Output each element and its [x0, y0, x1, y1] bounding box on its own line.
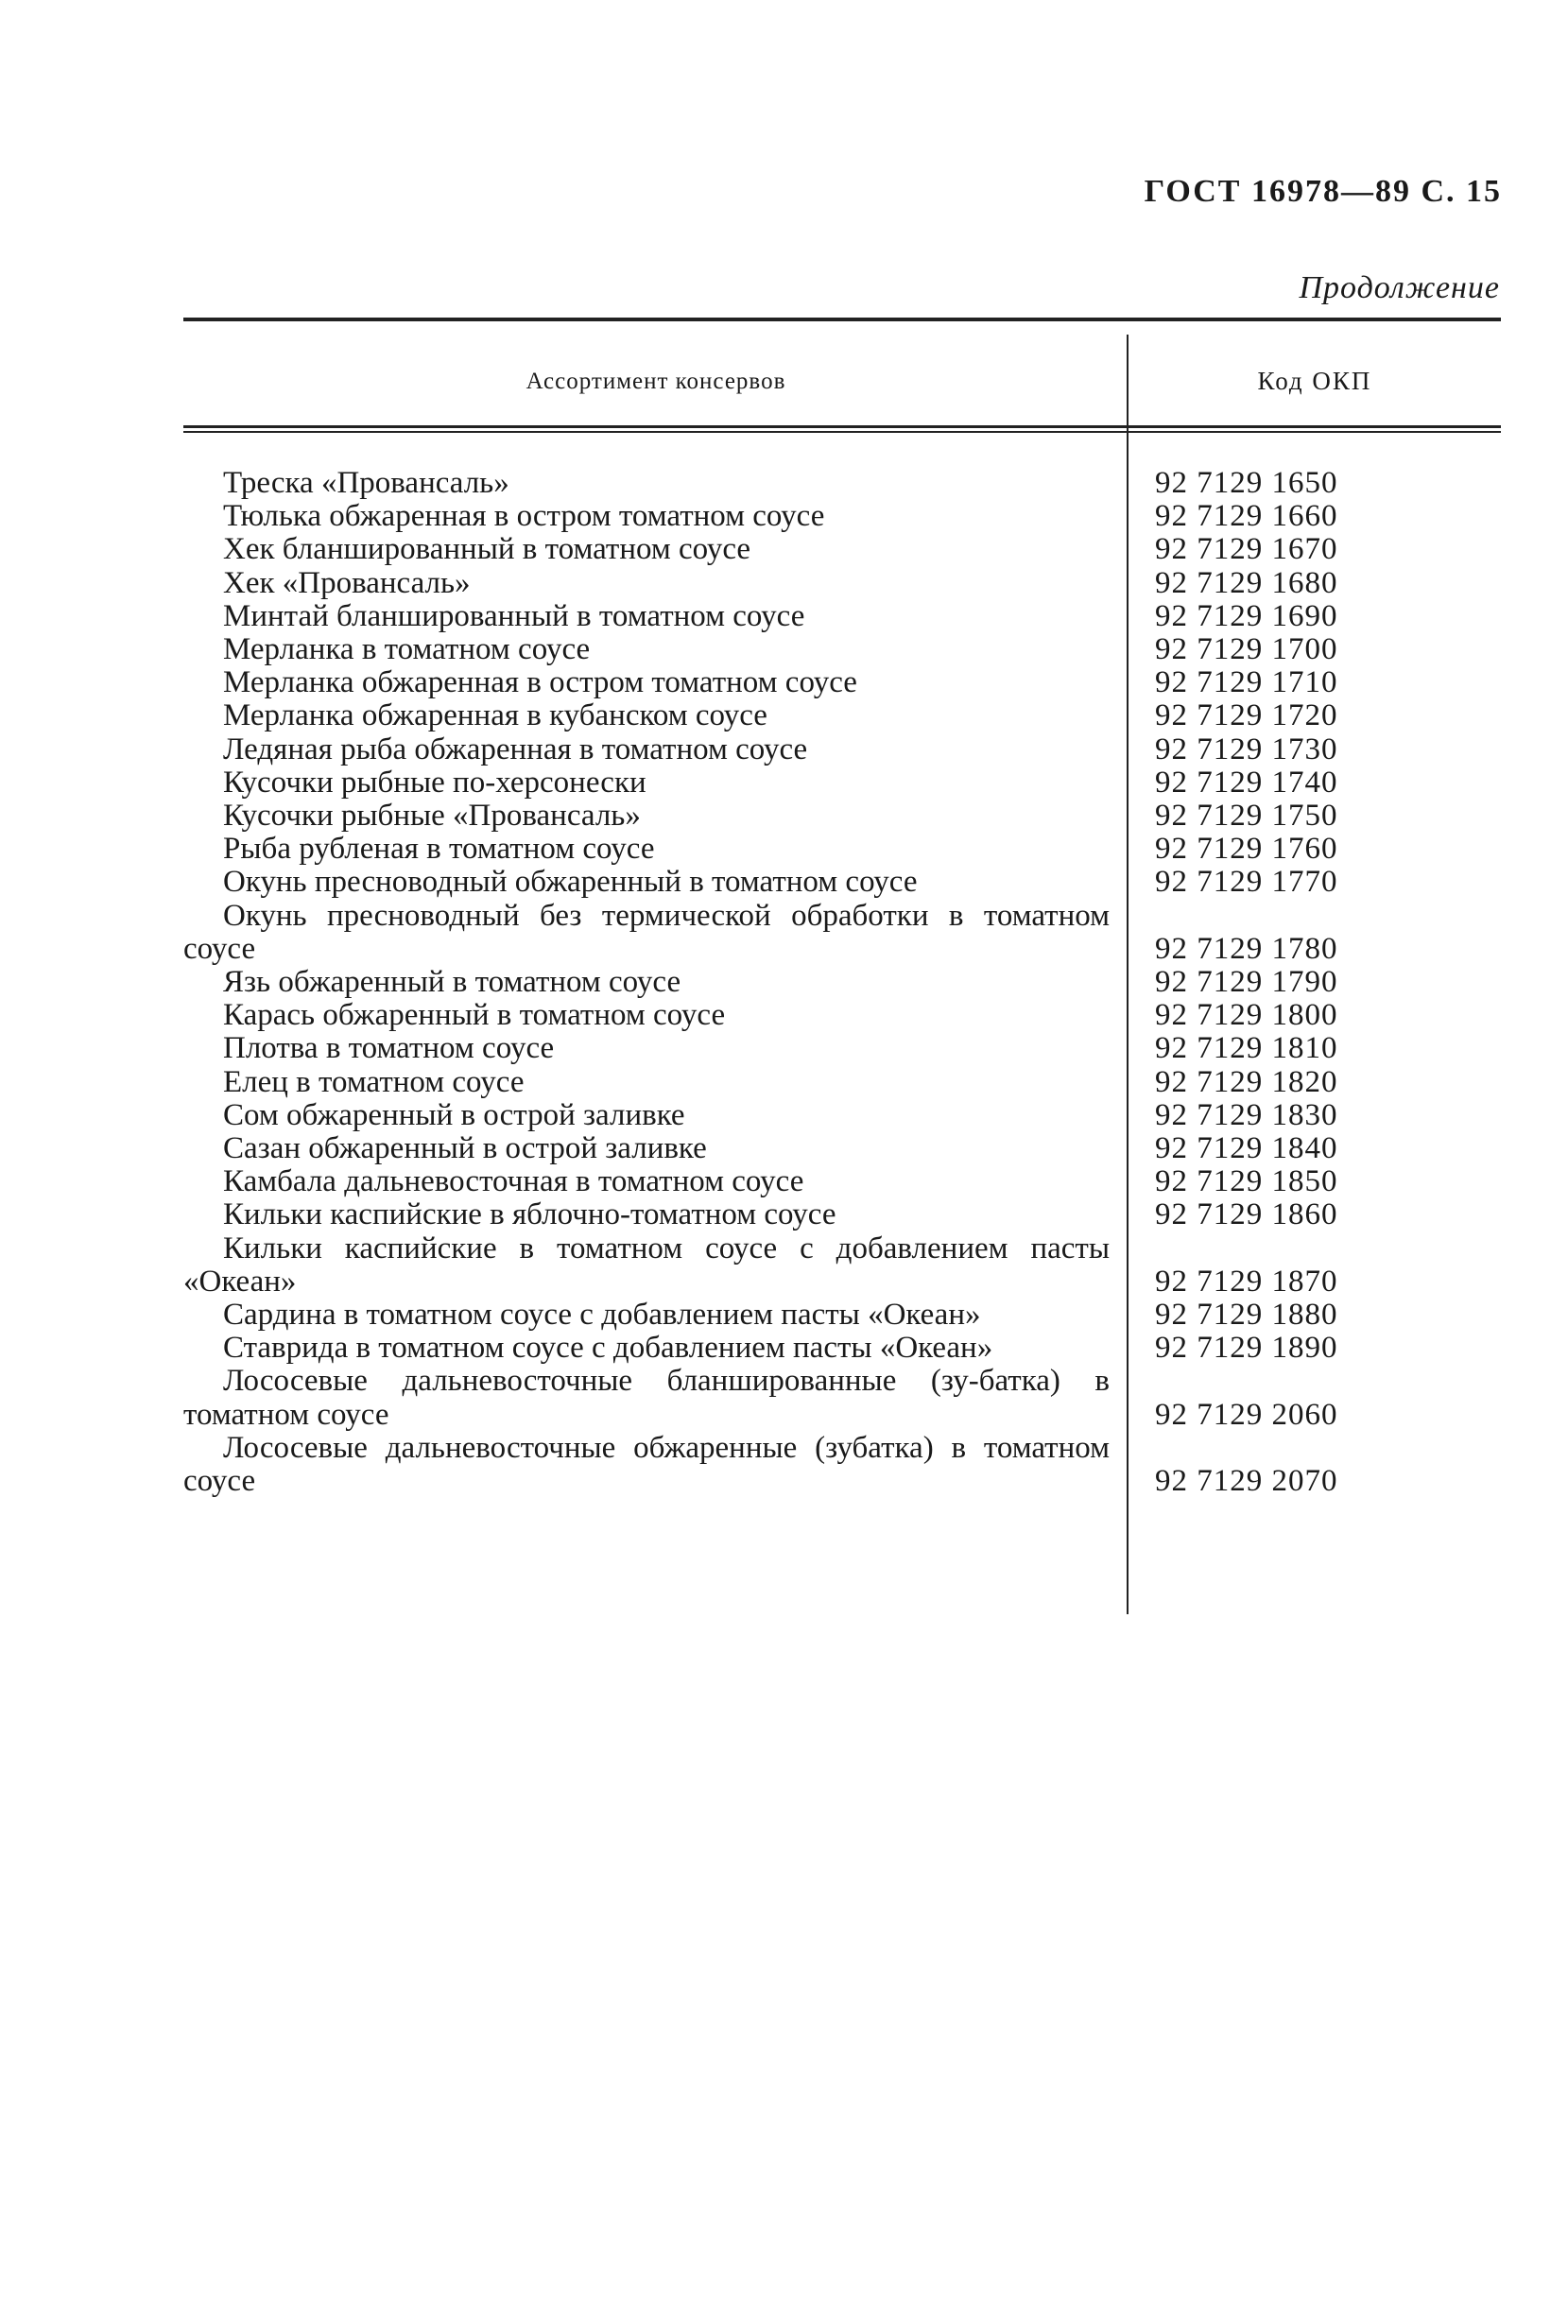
okp-code-cell: 92 7129 1840: [1155, 1131, 1338, 1166]
product-name-cell: Елец в томатном соусе: [223, 1064, 525, 1099]
table-row: [183, 699, 1501, 732]
table-row: [183, 600, 1501, 633]
product-name-cell: Кусочки рыбные «Провансаль»: [223, 799, 641, 834]
okp-code-cell: 92 7129 1890: [1155, 1331, 1338, 1366]
table-row: [183, 500, 1501, 533]
okp-code-cell: 92 7129 1870: [1155, 1264, 1338, 1299]
okp-code-cell: 92 7129 1700: [1155, 632, 1338, 667]
okp-code-cell: 92 7129 1830: [1155, 1097, 1338, 1132]
table-row: [183, 666, 1501, 699]
table-row: [183, 800, 1501, 833]
product-name-cell: Минтай бланшированный в томатном соусе: [223, 598, 805, 633]
table-row: [183, 1132, 1501, 1165]
product-name-cell: Мерланка обжаренная в кубанском соусе: [223, 698, 767, 733]
product-name-cell: Ледяная рыба обжаренная в томатном соусе: [223, 732, 808, 766]
product-name-cell: Хек «Провансаль»: [223, 565, 471, 600]
okp-code-cell: 92 7129 1740: [1155, 765, 1338, 800]
table-row: [183, 1332, 1501, 1365]
okp-code-cell: 92 7129 1720: [1155, 698, 1338, 733]
table-row: [183, 1299, 1501, 1332]
okp-code-cell: 92 7129 1850: [1155, 1164, 1338, 1199]
okp-code-cell: 92 7129 1860: [1155, 1197, 1338, 1232]
product-name-cell: Лососевые дальневосточные бланшированные (зу-батка) в томатном соусе: [183, 1364, 1110, 1432]
product-name-cell: Сардина в томатном соусе с добавлением пасты «Океан»: [223, 1298, 981, 1333]
table-row: [183, 866, 1501, 899]
okp-code-cell: 92 7129 1680: [1155, 565, 1338, 600]
continuation-label: Продолжение: [1299, 270, 1500, 305]
okp-code-cell: 92 7129 1660: [1155, 499, 1338, 534]
product-name-cell: Окунь пресноводный обжаренный в томатном соусе: [223, 865, 918, 900]
table-row: [183, 900, 1501, 966]
okp-code-cell: 92 7129 1650: [1155, 466, 1338, 500]
table-row: [183, 966, 1501, 999]
table-row: [183, 733, 1501, 766]
table-row: [183, 1365, 1501, 1431]
table-row: [183, 1099, 1501, 1132]
header-bottom-rule-double: [183, 431, 1501, 433]
okp-code-cell: 92 7129 1880: [1155, 1298, 1338, 1333]
product-name-cell: Мерланка в томатном соусе: [223, 632, 591, 667]
okp-code-cell: 92 7129 1770: [1155, 865, 1338, 900]
okp-code-cell: 92 7129 1710: [1155, 665, 1338, 700]
column-header-okp-code: Код ОКП: [1257, 367, 1372, 395]
table-header-row: [183, 321, 1501, 425]
product-name-cell: Треска «Провансаль»: [223, 466, 509, 500]
product-name-cell: Лососевые дальневосточные обжаренные (зубатка) в томатном соусе: [183, 1430, 1110, 1499]
page-header-standard: ГОСТ 16978—89 С. 15: [1144, 174, 1502, 209]
table-row: [183, 1432, 1501, 1498]
table-row: [183, 999, 1501, 1032]
okp-code-cell: 92 7129 1800: [1155, 998, 1338, 1033]
product-name-cell: Мерланка обжаренная в остром томатном соусе: [223, 665, 857, 700]
product-name-cell: Язь обжаренный в томатном соусе: [223, 965, 681, 1000]
table-row: [183, 633, 1501, 666]
table-row: [183, 1232, 1501, 1299]
table-row: [183, 567, 1501, 600]
okp-code-cell: 92 7129 1760: [1155, 832, 1338, 867]
table-row: [183, 1032, 1501, 1065]
okp-code-cell: 92 7129 1670: [1155, 532, 1338, 567]
product-name-cell: Тюлька обжаренная в остром томатном соусе: [223, 499, 825, 534]
table-row: [183, 766, 1501, 800]
product-name-cell: Кильки каспийские в томатном соусе с добавлением пасты «Океан»: [183, 1231, 1110, 1299]
product-name-cell: Рыба рубленая в томатном соусе: [223, 832, 655, 867]
okp-code-cell: 92 7129 1820: [1155, 1064, 1338, 1099]
table-row: [183, 467, 1501, 500]
product-name-cell: Сом обжаренный в острой заливке: [223, 1097, 685, 1132]
table-row: [183, 1066, 1501, 1099]
product-name-cell: Кильки каспийские в яблочно-томатном соусе: [223, 1197, 836, 1232]
product-name-cell: Кусочки рыбные по-херсонески: [223, 765, 646, 800]
okp-code-cell: 92 7129 1690: [1155, 598, 1338, 633]
okp-code-cell: 92 7129 1810: [1155, 1031, 1338, 1066]
table-row: [183, 833, 1501, 866]
okp-code-table: [183, 318, 1501, 1498]
product-name-cell: Хек бланшированный в томатном соусе: [223, 532, 751, 567]
product-name-cell: Окунь пресноводный без термической обработки в томатном соусе: [183, 898, 1110, 966]
okp-code-cell: 92 7129 1780: [1155, 931, 1338, 966]
product-name-cell: Камбала дальневосточная в томатном соусе: [223, 1164, 804, 1199]
product-name-cell: Ставрида в томатном соусе с добавлением пасты «Океан»: [223, 1331, 993, 1366]
column-header-assortment: Ассортимент консервов: [526, 369, 786, 394]
okp-code-cell: 92 7129 1750: [1155, 799, 1338, 834]
okp-code-cell: 92 7129 1790: [1155, 965, 1338, 1000]
okp-code-cell: 92 7129 2060: [1155, 1397, 1338, 1432]
table-row: [183, 1165, 1501, 1198]
okp-code-cell: 92 7129 2070: [1155, 1464, 1338, 1499]
table-row: [183, 1198, 1501, 1231]
table-body: [183, 467, 1501, 1498]
okp-code-cell: 92 7129 1730: [1155, 732, 1338, 766]
table-row: [183, 533, 1501, 566]
header-bottom-rule: [183, 425, 1501, 428]
product-name-cell: Сазан обжаренный в острой заливке: [223, 1131, 707, 1166]
product-name-cell: Карась обжаренный в томатном соусе: [223, 998, 726, 1033]
product-name-cell: Плотва в томатном соусе: [223, 1031, 555, 1066]
